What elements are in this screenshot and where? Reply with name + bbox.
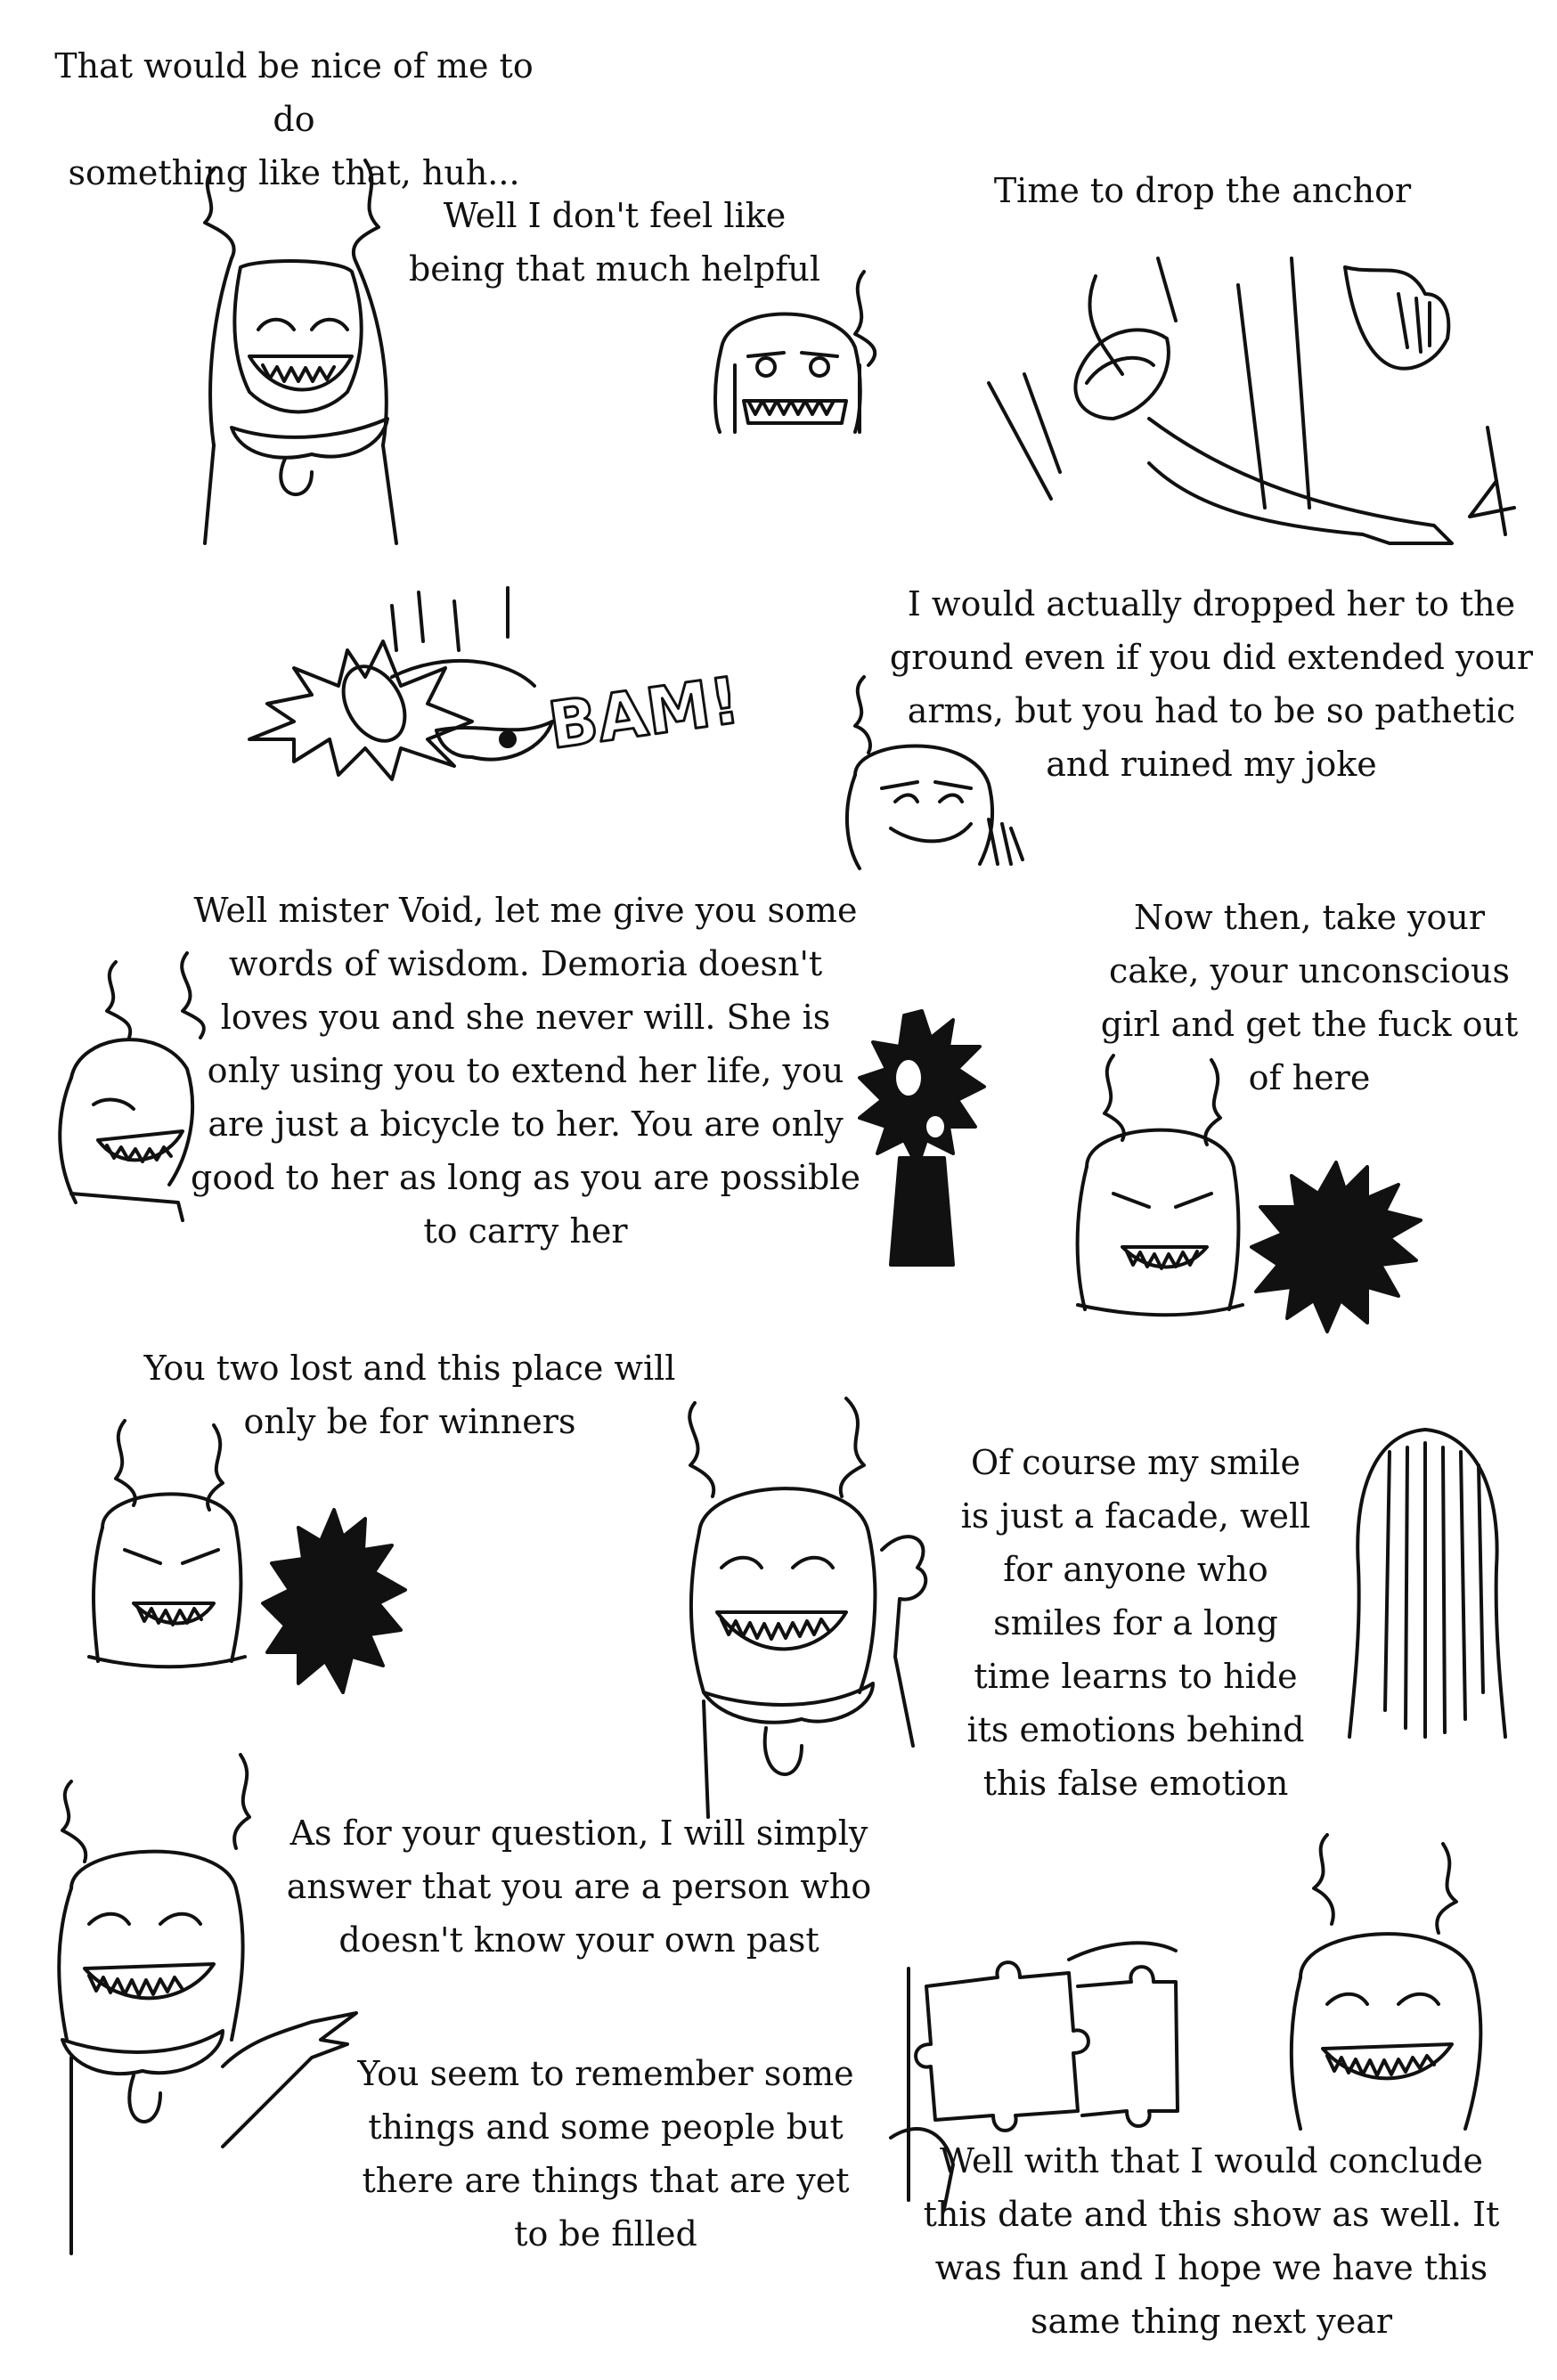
black-spiky-silhouette-2 (258, 1505, 410, 1701)
void-character-drawing (855, 1007, 989, 1265)
angry-grin-character-drawing (1051, 1051, 1265, 1318)
caption-5: Well mister Void, let me give you some words of wisdom. Demoria doesn't loves you and she never will. She is only using you to extend her life, you are just a bicycle to her. You are only good to her as long as you are possible to carry her (191, 891, 860, 1251)
grinning-character-drawing-2 (668, 1390, 935, 1817)
black-spiky-silhouette (1247, 1158, 1425, 1336)
caption-9: As for your question, I will simply answer that you are a person who doesn't know your own past (286, 1814, 872, 1960)
puzzle-pieces-drawing (891, 1933, 1185, 2209)
grinning-character-drawing-3 (1265, 1826, 1505, 2147)
grinning-character-drawing (178, 151, 428, 552)
back-of-head-drawing (1336, 1425, 1514, 1746)
angry-grin-character-drawing-2 (71, 1416, 258, 1666)
caption-8: Of course my smile is just a facade, well for anyone who smiles for a long time learns to hide its emotions behind this false emotion (960, 1443, 1311, 1803)
caption-4: I would actually dropped her to the ground even if you did extended your arms, but you had to be so pathetic and ruined my joke (889, 584, 1534, 784)
caption-6: Now then, take your cake, your unconscious girl and get the fuck out of here (1100, 898, 1519, 1097)
sound-effect-label: BAM! (543, 662, 745, 763)
caption-11: Well with that I would conclude this date and this show as well. It was fun and I hope we have this same thing next year (923, 2141, 1500, 2341)
caption-3: Time to drop the anchor (993, 171, 1412, 210)
pointing-character-drawing (18, 1746, 374, 2262)
bam-impact-drawing (240, 588, 745, 793)
caption-7: You two lost and this place will only be for winners (143, 1349, 676, 1441)
peeking-character-drawing (36, 935, 223, 1220)
annoyed-character-drawing (695, 267, 900, 436)
caption-2: Well I don't feel like being that much helpful (408, 196, 821, 289)
smirking-character-drawing (819, 668, 1024, 873)
drop-anchor-drawing (971, 240, 1523, 543)
caption-10: You seem to remember some things and some people but there are things that are yet to be filled (357, 2054, 854, 2254)
caption-1: That would be nice of me to do something like that, huh... (54, 46, 534, 192)
